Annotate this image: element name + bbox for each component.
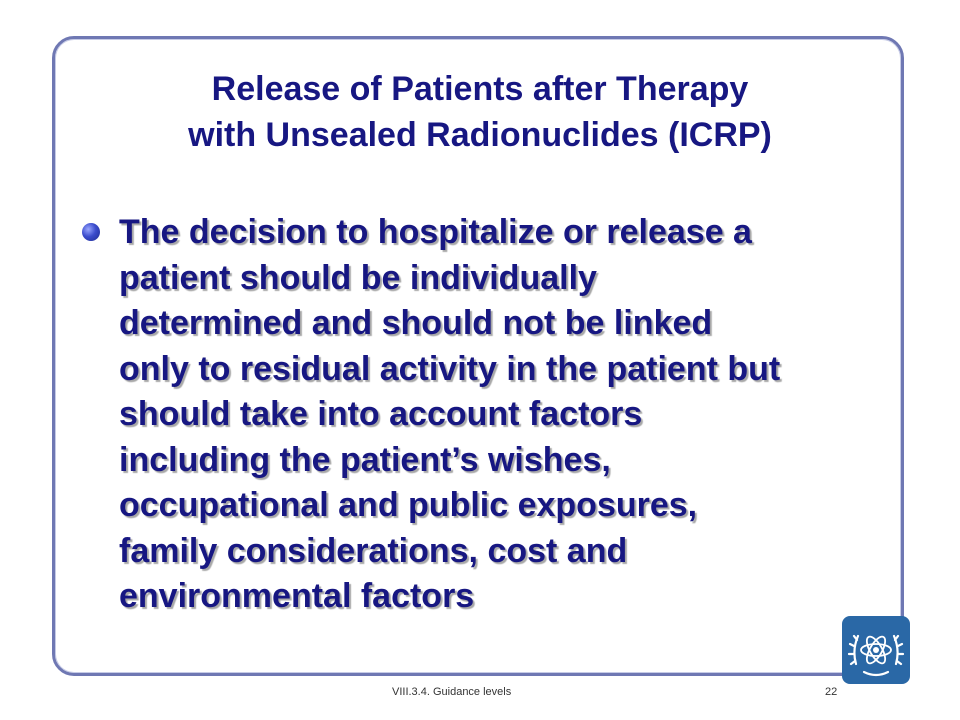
- bullet-line: environmental factors: [119, 577, 475, 615]
- bullet-line: only to residual activity in the patient but: [119, 349, 781, 388]
- bullet-line: occupational and public exposures,: [119, 486, 698, 524]
- bullet-line: should take into account factors: [119, 395, 643, 433]
- bullet-line: The decision to hospitalize or release a: [119, 213, 752, 251]
- bullet-line: family considerations, cost and: [119, 531, 628, 570]
- slide-title: [60, 66, 900, 158]
- logo-svg: [842, 616, 910, 684]
- title-line-1: Release of Patients after Therapy: [211, 70, 749, 108]
- bullet-icon: [82, 223, 100, 241]
- title-line-2: with Unsealed Radionuclides (ICRP): [188, 116, 772, 154]
- bullet-text: [119, 210, 889, 620]
- page-number: 22: [825, 686, 838, 698]
- iaea-atom-logo-icon: [842, 616, 910, 684]
- bullet-line: including the patient’s wishes,: [119, 440, 611, 479]
- bullet-line: determined and should not be linked: [119, 304, 713, 342]
- bullet-line: patient should be individually: [119, 258, 597, 297]
- footer-section-label: VIII.3.4. Guidance levels: [392, 686, 512, 698]
